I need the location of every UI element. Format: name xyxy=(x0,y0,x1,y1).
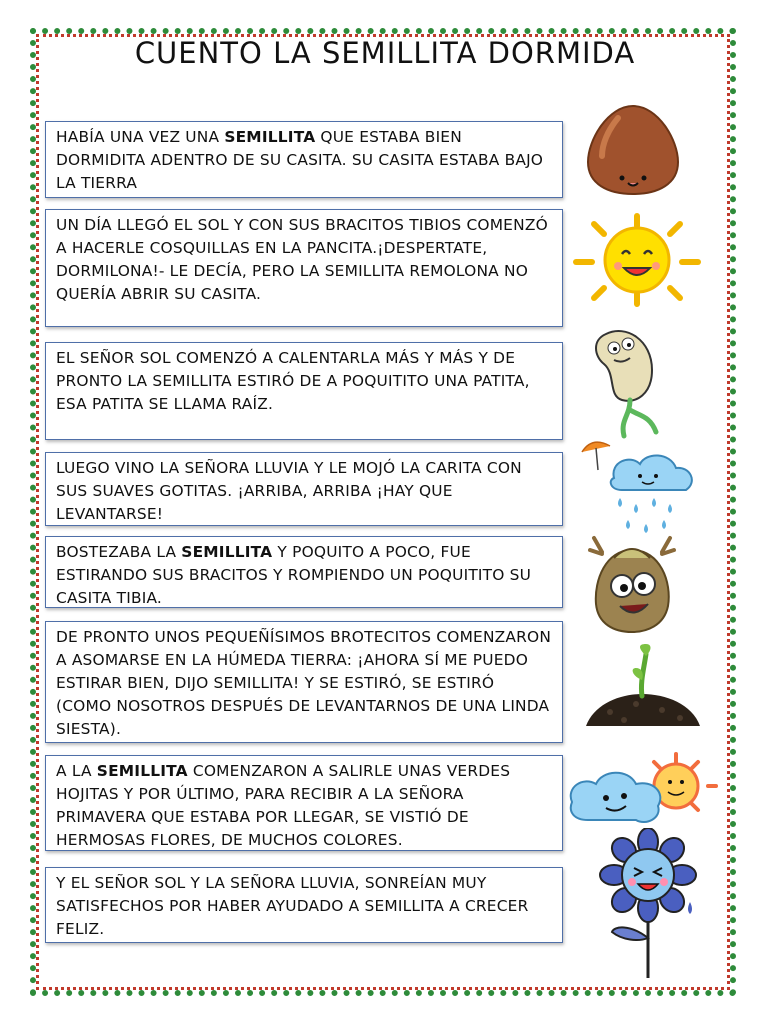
paragraph-text: Y EL SEÑOR SOL Y LA SEÑORA LLUVIA, SONREÍAN MUY SATISFECHOS POR HABER AYUDADO A SEMILLITA A CRECER FELIZ. xyxy=(56,874,529,938)
paragraph-text: QUE ESTABA BIEN DORMIDITA ADENTRO DE SU CASITA. SU CASITA ESTABA BAJO LA TIERRA xyxy=(56,128,544,192)
story-paragraph-4 xyxy=(45,452,563,526)
seed-icon xyxy=(578,100,688,198)
paragraph-bold-word: SEMILLITA xyxy=(181,543,273,561)
sprouting-bean-icon xyxy=(586,324,666,442)
story-paragraph-1 xyxy=(45,121,563,198)
paragraph-text: A LA xyxy=(56,762,97,780)
story-paragraph-8 xyxy=(45,867,563,943)
story-paragraph-3 xyxy=(45,342,563,440)
story-paragraph-2 xyxy=(45,209,563,327)
cracking-seed-icon xyxy=(584,530,680,634)
paragraph-text: DE PRONTO UNOS PEQUEÑÍSIMOS BROTECITOS COMENZARON A ASOMARSE EN LA HÚMEDA TIERRA: ¡AHORA SÍ ME PUEDO ESTIRAR BIEN, DIJO SEMILLITA! Y SE ESTIRÓ, SE ESTIRÓ (COMO NOSOTROS DESPUÉS DE LEVANTARNOS DE UNA LINDA SIESTA). xyxy=(56,628,552,738)
paragraph-text: Y POQUITO A POCO, FUE ESTIRANDO SUS BRACITOS Y ROMPIENDO UN POQUITITO SU CASITA TIBIA. xyxy=(56,543,532,607)
story-paragraph-7 xyxy=(45,755,563,851)
paragraph-text: UN DÍA LLEGÓ EL SOL Y CON SUS BRACITOS TIBIOS COMENZÓ A HACERLE COSQUILLAS EN LA PANCITA.¡DESPERTATE, DORMILONA!- LE DECÍA, PERO LA SEMILLITA REMOLONA NO QUERÍA ABRIR SU CASITA. xyxy=(56,216,548,303)
story-title: CUENTO LA SEMILLITA DORMIDA xyxy=(134,36,636,70)
story-paragraph-6 xyxy=(45,621,563,743)
cloud-and-sun-icon xyxy=(562,752,718,834)
story-paragraph-5 xyxy=(45,536,563,608)
paragraph-text: EL SEÑOR SOL COMENZÓ A CALENTARLA MÁS Y MÁS Y DE PRONTO LA SEMILLITA ESTIRÓ DE A POQUITITO UNA PATITA, ESA PATITA SE LLAMA RAÍZ. xyxy=(56,349,530,413)
paragraph-text: LUEGO VINO LA SEÑORA LLUVIA Y LE MOJÓ LA CARITA CON SUS SUAVES GOTITAS. ¡ARRIBA, ARRIBA ¡HAY QUE LEVANTARSE! xyxy=(56,459,522,523)
paragraph-text: BOSTEZABA LA xyxy=(56,543,182,561)
sprout-in-soil-icon xyxy=(580,642,706,734)
paragraph-text: HABÍA UNA VEZ UNA xyxy=(56,128,225,146)
paragraph-bold-word: SEMILLITA xyxy=(224,128,316,146)
paragraph-text: COMENZARON A SALIRLE UNAS VERDES HOJITAS Y POR ÚLTIMO, PARA RECIBIR A LA SEÑORA PRIMAVERA QUE ESTABA POR LLEGAR, SE VISTIÓ DE HERMOSAS FLORES, DE MUCHOS COLORES. xyxy=(56,762,511,849)
sun-icon xyxy=(572,212,702,308)
flower-icon xyxy=(594,828,706,980)
rain-cloud-icon xyxy=(574,434,714,540)
paragraph-bold-word: SEMILLITA xyxy=(96,762,188,780)
